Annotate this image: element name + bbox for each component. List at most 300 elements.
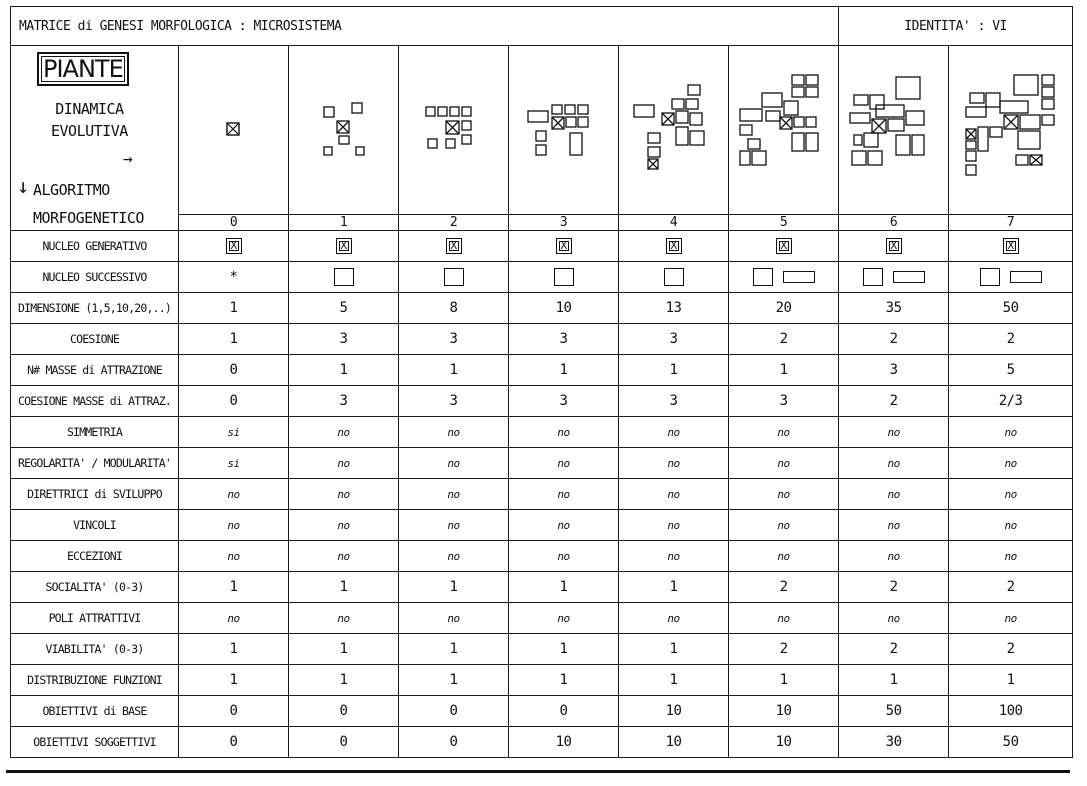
cell-value: 3: [559, 393, 568, 409]
matrix-cell: [619, 293, 729, 324]
algoritmo-line2: MORFOGENETICO: [33, 209, 144, 227]
matrix-cell: [619, 541, 729, 572]
cell-value: no: [337, 487, 350, 501]
matrix-cell: [399, 231, 509, 262]
matrix-cell: [509, 510, 619, 541]
cell-value: 3: [559, 331, 568, 347]
cell-value: 1: [229, 672, 238, 688]
cell-value: 1: [559, 641, 568, 657]
matrix-cell: [289, 231, 399, 262]
matrix-cell: [949, 324, 1073, 355]
cell-value: 1: [779, 362, 788, 378]
matrix-row: [11, 510, 1073, 541]
matrix-cell: [729, 386, 839, 417]
cell-value: 1: [229, 300, 238, 316]
matrix-cell: [509, 665, 619, 696]
matrix-cell: [289, 293, 399, 324]
matrix-cell: [729, 448, 839, 479]
matrix-cell: [509, 324, 619, 355]
cell-value: no: [777, 425, 790, 439]
matrix-row: [11, 665, 1073, 696]
cell-value: 8: [449, 300, 458, 316]
cell-value: 2: [1006, 641, 1015, 657]
row-label: VINCOLI: [11, 510, 179, 541]
cell-value: no: [777, 456, 790, 470]
matrix-cell: [399, 696, 509, 727]
matrix-cell: [949, 231, 1073, 262]
matrix-cell: [289, 324, 399, 355]
matrix-row: [11, 417, 1073, 448]
cell-value: no: [1004, 487, 1017, 501]
matrix-cell: [399, 355, 509, 386]
cell-value: no: [1004, 549, 1017, 563]
cell-value: 2: [889, 331, 898, 347]
matrix-cell: [509, 386, 619, 417]
nucleus-box-icon: X: [556, 238, 572, 254]
matrix-cell: [289, 386, 399, 417]
cell-value: no: [1004, 611, 1017, 625]
row-label: NUCLEO SUCCESSIVO: [11, 262, 179, 293]
matrix-cell: [729, 603, 839, 634]
cell-value: 10: [775, 734, 792, 750]
nucleus-box-icon: X: [226, 238, 242, 254]
column-index-4: 4: [619, 215, 729, 231]
row-label: OBIETTIVI SOGGETTIVI: [11, 727, 179, 758]
cell-value: no: [887, 518, 900, 532]
dinamica-line2: EVOLUTIVA: [51, 122, 128, 140]
cell-value: no: [557, 425, 570, 439]
cell-value: 10: [555, 734, 572, 750]
plan-diagram-5: [729, 46, 839, 215]
matrix-cell: [179, 231, 289, 262]
cell-value: no: [447, 425, 460, 439]
matrix-cell: [949, 634, 1073, 665]
matrix-cell: [949, 386, 1073, 417]
rectangle-module-icon: [893, 271, 925, 283]
cell-value: 10: [665, 703, 682, 719]
matrix-cell: [509, 355, 619, 386]
cell-value: 1: [559, 579, 568, 595]
cell-value: 1: [669, 641, 678, 657]
matrix-cell: [839, 510, 949, 541]
matrix-cell: [399, 386, 509, 417]
cell-value: no: [227, 487, 240, 501]
cell-value: 1: [889, 672, 898, 688]
cell-value: 1: [339, 579, 348, 595]
cell-value: si: [227, 456, 240, 470]
matrix-cell: [619, 665, 729, 696]
cell-value: no: [1004, 425, 1017, 439]
matrix-row: [11, 572, 1073, 603]
cell-value: 35: [885, 300, 902, 316]
cell-value: no: [887, 549, 900, 563]
matrix-cell: [729, 572, 839, 603]
matrix-cell: [179, 355, 289, 386]
cell-value: 3: [779, 393, 788, 409]
plan-diagram-3: [509, 46, 619, 215]
plan-diagram-2: [399, 46, 509, 215]
matrix-cell: [839, 572, 949, 603]
matrix-cell: [289, 572, 399, 603]
cell-value: 1: [229, 579, 238, 595]
matrix-cell: [619, 417, 729, 448]
matrix-cell: [399, 293, 509, 324]
cell-value: 3: [669, 331, 678, 347]
cell-value: no: [667, 611, 680, 625]
matrix-row: [11, 727, 1073, 758]
matrix-cell: [729, 479, 839, 510]
matrix-cell: [729, 355, 839, 386]
arrow-down-icon: ↓: [17, 174, 29, 198]
matrix-cell: [289, 603, 399, 634]
row-label: COESIONE MASSE di ATTRAZ.: [11, 386, 179, 417]
plan-diagram-6: [839, 46, 949, 215]
cell-value: no: [1004, 456, 1017, 470]
matrix-cell: [289, 355, 399, 386]
matrix-row: [11, 262, 1073, 293]
cell-value: no: [667, 549, 680, 563]
matrix-cell: [619, 231, 729, 262]
matrix-cell: [399, 541, 509, 572]
matrix-cell: [399, 603, 509, 634]
row-label: DIMENSIONE (1,5,10,20,..): [11, 293, 179, 324]
matrix-cell: [839, 293, 949, 324]
matrix-cell: [949, 262, 1073, 293]
piante-label: PIANTE: [37, 52, 129, 86]
matrix-row: [11, 479, 1073, 510]
matrix-cell: [399, 262, 509, 293]
matrix-cell: [399, 417, 509, 448]
square-module-icon: [664, 268, 684, 286]
cell-value: 2: [779, 641, 788, 657]
matrix-cell: [399, 572, 509, 603]
matrix-cell: [289, 634, 399, 665]
rectangle-module-icon: [783, 271, 815, 283]
matrix-row: [11, 603, 1073, 634]
cell-value: 0: [339, 703, 348, 719]
square-module-icon: [554, 268, 574, 286]
cell-value: 1: [669, 579, 678, 595]
algoritmo-line1: ALGORITMO: [33, 181, 110, 199]
cell-value: 3: [449, 393, 458, 409]
cell-value: no: [557, 549, 570, 563]
cell-value: no: [337, 611, 350, 625]
cell-value: no: [557, 456, 570, 470]
cell-value: 20: [775, 300, 792, 316]
matrix-cell: [619, 386, 729, 417]
matrix-cell: [729, 634, 839, 665]
plan-diagram-0: [179, 46, 289, 215]
morphogenesis-matrix: [10, 6, 1073, 758]
matrix-cell: [619, 603, 729, 634]
matrix-cell: [509, 541, 619, 572]
cell-value: 0: [229, 393, 238, 409]
cell-value: no: [337, 425, 350, 439]
cell-value: 1: [449, 579, 458, 595]
matrix-cell: [619, 355, 729, 386]
cell-value: 5: [1006, 362, 1015, 378]
matrix-cell: [839, 634, 949, 665]
matrix-cell: [509, 479, 619, 510]
cell-value: 2/3: [998, 393, 1023, 409]
cell-value: 30: [885, 734, 902, 750]
matrix-sheet: [10, 6, 1072, 766]
cell-value: no: [777, 487, 790, 501]
cell-value: 1: [559, 362, 568, 378]
bottom-rule: [6, 770, 1070, 773]
matrix-row: [11, 448, 1073, 479]
cell-value: no: [447, 487, 460, 501]
matrix-cell: [729, 262, 839, 293]
matrix-cell: [949, 355, 1073, 386]
nucleus-box-icon: X: [776, 238, 792, 254]
matrix-row: [11, 541, 1073, 572]
matrix-cell: [949, 510, 1073, 541]
matrix-cell: [949, 665, 1073, 696]
matrix-cell: [179, 386, 289, 417]
cell-value: 0: [229, 703, 238, 719]
cell-value: no: [777, 549, 790, 563]
cell-value: no: [777, 611, 790, 625]
matrix-cell: [509, 572, 619, 603]
matrix-body: [11, 231, 1073, 758]
cell-value: 5: [339, 300, 348, 316]
matrix-cell: [179, 541, 289, 572]
matrix-row: [11, 293, 1073, 324]
matrix-cell: [729, 293, 839, 324]
row-label: DIRETTRICI di SVILUPPO: [11, 479, 179, 510]
dinamica-line1: DINAMICA: [55, 100, 124, 118]
nucleus-box-icon: X: [666, 238, 682, 254]
matrix-cell: [619, 262, 729, 293]
matrix-cell: [509, 603, 619, 634]
matrix-cell: [509, 293, 619, 324]
matrix-row: [11, 696, 1073, 727]
plan-diagram-1: [289, 46, 399, 215]
cell-value: 3: [889, 362, 898, 378]
matrix-cell: [839, 231, 949, 262]
row-label: SOCIALITA' (0-3): [11, 572, 179, 603]
matrix-cell: [179, 448, 289, 479]
matrix-cell: [839, 448, 949, 479]
plans-row: [11, 46, 1073, 215]
column-index-2: 2: [399, 215, 509, 231]
matrix-cell: [179, 696, 289, 727]
matrix-cell: [729, 324, 839, 355]
cell-value: 3: [449, 331, 458, 347]
cell-value: no: [887, 611, 900, 625]
cell-value: 1: [339, 362, 348, 378]
matrix-cell: [289, 727, 399, 758]
matrix-row: [11, 386, 1073, 417]
matrix-cell: [509, 262, 619, 293]
column-index-7: 7: [949, 215, 1073, 231]
plan-diagram-7: [949, 46, 1073, 215]
cell-value: 10: [555, 300, 572, 316]
matrix-cell: [179, 572, 289, 603]
square-module-icon: [863, 268, 883, 286]
matrix-cell: [399, 448, 509, 479]
matrix-cell: [619, 510, 729, 541]
matrix-cell: [289, 262, 399, 293]
cell-value: 0: [229, 734, 238, 750]
cell-value: 50: [1002, 734, 1019, 750]
matrix-cell: [729, 727, 839, 758]
matrix-cell: [179, 603, 289, 634]
nucleus-box-icon: X: [1003, 238, 1019, 254]
matrix-cell: [509, 231, 619, 262]
corner-legend: [11, 46, 179, 231]
cell-value: no: [337, 518, 350, 532]
row-label: POLI ATTRATTIVI: [11, 603, 179, 634]
matrix-cell: [179, 727, 289, 758]
cell-value: 1: [229, 641, 238, 657]
cell-value: 1: [229, 331, 238, 347]
matrix-cell: [179, 634, 289, 665]
matrix-cell: [949, 572, 1073, 603]
matrix-cell: [619, 634, 729, 665]
matrix-cell: [399, 324, 509, 355]
cell-value: no: [887, 487, 900, 501]
matrix-cell: [729, 510, 839, 541]
cell-value: 2: [779, 331, 788, 347]
matrix-cell: [289, 479, 399, 510]
matrix-cell: [839, 603, 949, 634]
matrix-cell: [399, 479, 509, 510]
matrix-cell: [179, 324, 289, 355]
cell-value: no: [1004, 518, 1017, 532]
matrix-cell: [949, 541, 1073, 572]
cell-value: no: [447, 518, 460, 532]
matrix-cell: [619, 727, 729, 758]
matrix-cell: [729, 541, 839, 572]
row-label: ECCEZIONI: [11, 541, 179, 572]
cell-value: no: [667, 456, 680, 470]
cell-value: 2: [889, 641, 898, 657]
nucleus-box-icon: X: [336, 238, 352, 254]
matrix-cell: [949, 448, 1073, 479]
row-label: REGOLARITA' / MODULARITA': [11, 448, 179, 479]
cell-value: no: [337, 456, 350, 470]
matrix-cell: [949, 479, 1073, 510]
matrix-cell: [729, 417, 839, 448]
cell-value: no: [557, 611, 570, 625]
matrix-cell: [949, 696, 1073, 727]
matrix-cell: [179, 665, 289, 696]
square-module-icon: [334, 268, 354, 286]
matrix-cell: [619, 696, 729, 727]
matrix-row: [11, 324, 1073, 355]
matrix-cell: [839, 386, 949, 417]
title-row: [11, 7, 1073, 46]
cell-value: 1: [339, 641, 348, 657]
cell-value: 3: [669, 393, 678, 409]
matrix-cell: [399, 634, 509, 665]
matrix-cell: [289, 510, 399, 541]
square-module-icon: [444, 268, 464, 286]
cell-value: no: [447, 549, 460, 563]
matrix-cell: [839, 541, 949, 572]
cell-value: no: [667, 487, 680, 501]
matrix-row: [11, 231, 1073, 262]
column-index-6: 6: [839, 215, 949, 231]
matrix-cell: [949, 727, 1073, 758]
matrix-cell: [729, 665, 839, 696]
row-label: VIABILITA' (0-3): [11, 634, 179, 665]
row-label: SIMMETRIA: [11, 417, 179, 448]
matrix-cell: [729, 231, 839, 262]
matrix-cell: [839, 696, 949, 727]
matrix-cell: [289, 541, 399, 572]
cell-value: 50: [885, 703, 902, 719]
matrix-cell: [509, 696, 619, 727]
cell-value: 13: [665, 300, 682, 316]
matrix-cell: [949, 603, 1073, 634]
cell-value: 0: [339, 734, 348, 750]
cell-value: no: [227, 549, 240, 563]
matrix-cell: [839, 417, 949, 448]
cell-value: no: [887, 456, 900, 470]
matrix-cell: [839, 355, 949, 386]
cell-value: 3: [339, 393, 348, 409]
matrix-row: [11, 634, 1073, 665]
plan-diagram-4: [619, 46, 729, 215]
cell-value: 50: [1002, 300, 1019, 316]
matrix-cell: [839, 665, 949, 696]
matrix-cell: [179, 293, 289, 324]
matrix-cell: [619, 572, 729, 603]
matrix-cell: [399, 665, 509, 696]
cell-value: 10: [665, 734, 682, 750]
matrix-cell: [509, 727, 619, 758]
cell-value: 1: [669, 362, 678, 378]
cell-value: *: [229, 269, 238, 285]
matrix-cell: [179, 479, 289, 510]
cell-value: 2: [1006, 579, 1015, 595]
matrix-cell: [179, 262, 289, 293]
cell-value: no: [227, 611, 240, 625]
cell-value: 100: [998, 703, 1023, 719]
cell-value: no: [887, 425, 900, 439]
matrix-cell: [619, 448, 729, 479]
column-index-3: 3: [509, 215, 619, 231]
row-label: N# MASSE di ATTRAZIONE: [11, 355, 179, 386]
square-module-icon: [753, 268, 773, 286]
matrix-title: MATRICE di GENESI MORFOLOGICA : MICROSISTEMA: [11, 7, 839, 46]
matrix-row: [11, 355, 1073, 386]
cell-value: 2: [779, 579, 788, 595]
cell-value: 0: [229, 362, 238, 378]
nucleus-box-icon: X: [446, 238, 462, 254]
cell-value: 0: [559, 703, 568, 719]
cell-value: 1: [339, 672, 348, 688]
matrix-cell: [509, 417, 619, 448]
row-label: COESIONE: [11, 324, 179, 355]
cell-value: 2: [889, 393, 898, 409]
cell-value: no: [667, 425, 680, 439]
cell-value: 2: [889, 579, 898, 595]
matrix-cell: [949, 417, 1073, 448]
cell-value: 1: [449, 672, 458, 688]
matrix-cell: [289, 696, 399, 727]
cell-value: no: [557, 487, 570, 501]
cell-value: 3: [339, 331, 348, 347]
dinamica-evolutiva-label: [51, 98, 128, 142]
row-label: NUCLEO GENERATIVO: [11, 231, 179, 262]
cell-value: 1: [449, 641, 458, 657]
matrix-cell: [839, 727, 949, 758]
cell-value: 10: [775, 703, 792, 719]
